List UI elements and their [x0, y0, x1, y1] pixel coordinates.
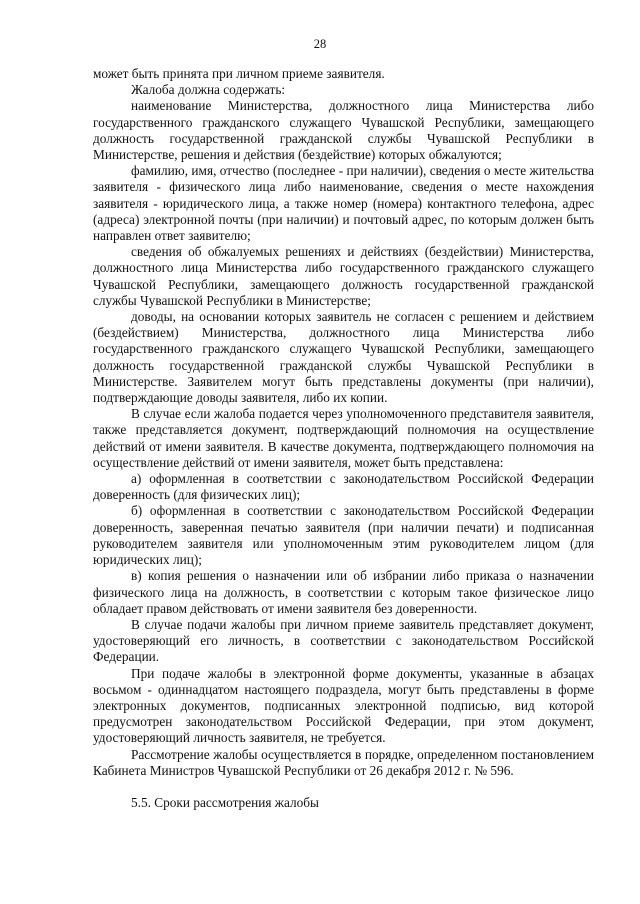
page-number: 28	[313, 37, 327, 51]
paragraph-applicant-details: фамилию, имя, отчество (последнее - при наличии), сведения о месте жительства заявителя - физического лица либо наименование, сведения о месте нахождения заявителя - юридического лица, а также номер (номера) контактного телефона, адрес (адреса) электронной почты (при наличии) и почтовый адрес, по которым должен быть направлен ответ заявителю;	[93, 163, 594, 244]
document-body	[93, 66, 594, 811]
paragraph-complaint-contents-intro: Жалоба должна содержать:	[131, 82, 286, 98]
paragraph-representative: В случае если жалоба подается через уполномоченного представителя заявителя, также представляется документ, подтверждающий полномочия на осуществление действий от имени заявителя. В качестве документа, подтверждающего полномочия на осуществление действий от имени заявителя, может быть представлена:	[93, 406, 594, 470]
paragraph-personal-reception: В случае подачи жалобы при личном приеме заявитель представляет документ, удостоверяющий его личность, в соответствии с законодательством Российской Федерации.	[93, 616, 594, 665]
paragraph-review-procedure: Рассмотрение жалобы осуществляется в порядке, определенном постановлением Кабинета Министров Чувашской Республики от 26 декабря 2012 г. № 596.	[93, 746, 594, 778]
list-item-c: в) копия решения о назначении или об избрании либо приказа о назначении физического лица на должность, в соответствии с которым такое физическое лицо обладает правом действовать от имени заявителя без доверенности.	[93, 568, 594, 616]
paragraph-continuation: может быть принята при личном приеме заявителя.	[93, 66, 385, 81]
list-item-a: а) оформленная в соответствии с законодательством Российской Федерации доверенность (для физических лиц);	[93, 471, 594, 503]
paragraph-ministry-name: наименование Министерства, должностного лица Министерства либо государственного гражданского служащего Чувашской Республики, замещающего должность государственной гражданской службы Чувашской Республики в Министерстве, решения и действия (бездействие) которых обжалуются;	[93, 98, 594, 163]
paragraph-electronic-form: При подаче жалобы в электронной форме документы, указанные в абзацах восьмом - одиннадцатом настоящего подраздела, могут быть представлены в форме электронных документов, подписанных электронной подписью, вид которой предусмотрен законодательством Российской Федерации, при этом документ, удостоверяющий личность заявителя, не требуется.	[93, 665, 594, 746]
paragraph-arguments: доводы, на основании которых заявитель не согласен с решением и действием (бездействием) Министерства, должностного лица Министерства либо государственного гражданского служащего Чувашской Республики, замещающего должность государственной гражданской службы Чувашской Республики в Министерстве. Заявителем могут быть представлены документы (при наличии), подтверждающие доводы заявителя, либо их копии.	[93, 309, 594, 406]
section-heading: 5.5. Сроки рассмотрения жалобы	[131, 794, 319, 810]
list-item-b: б) оформленная в соответствии с законодательством Российской Федерации доверенность, заверенная печатью заявителя (при наличии печати) и подписанная руководителем заявителя или уполномоченным этим руководителем лицом (для юридических лиц);	[93, 503, 594, 568]
paragraph-appealed-decisions: сведения об обжалуемых решениях и действиях (бездействии) Министерства, должностного лица Министерства либо государственного гражданского служащего Чувашской Республики, замещающего должность государственной гражданской службы Чувашской Республики в Министерстве;	[93, 244, 594, 308]
